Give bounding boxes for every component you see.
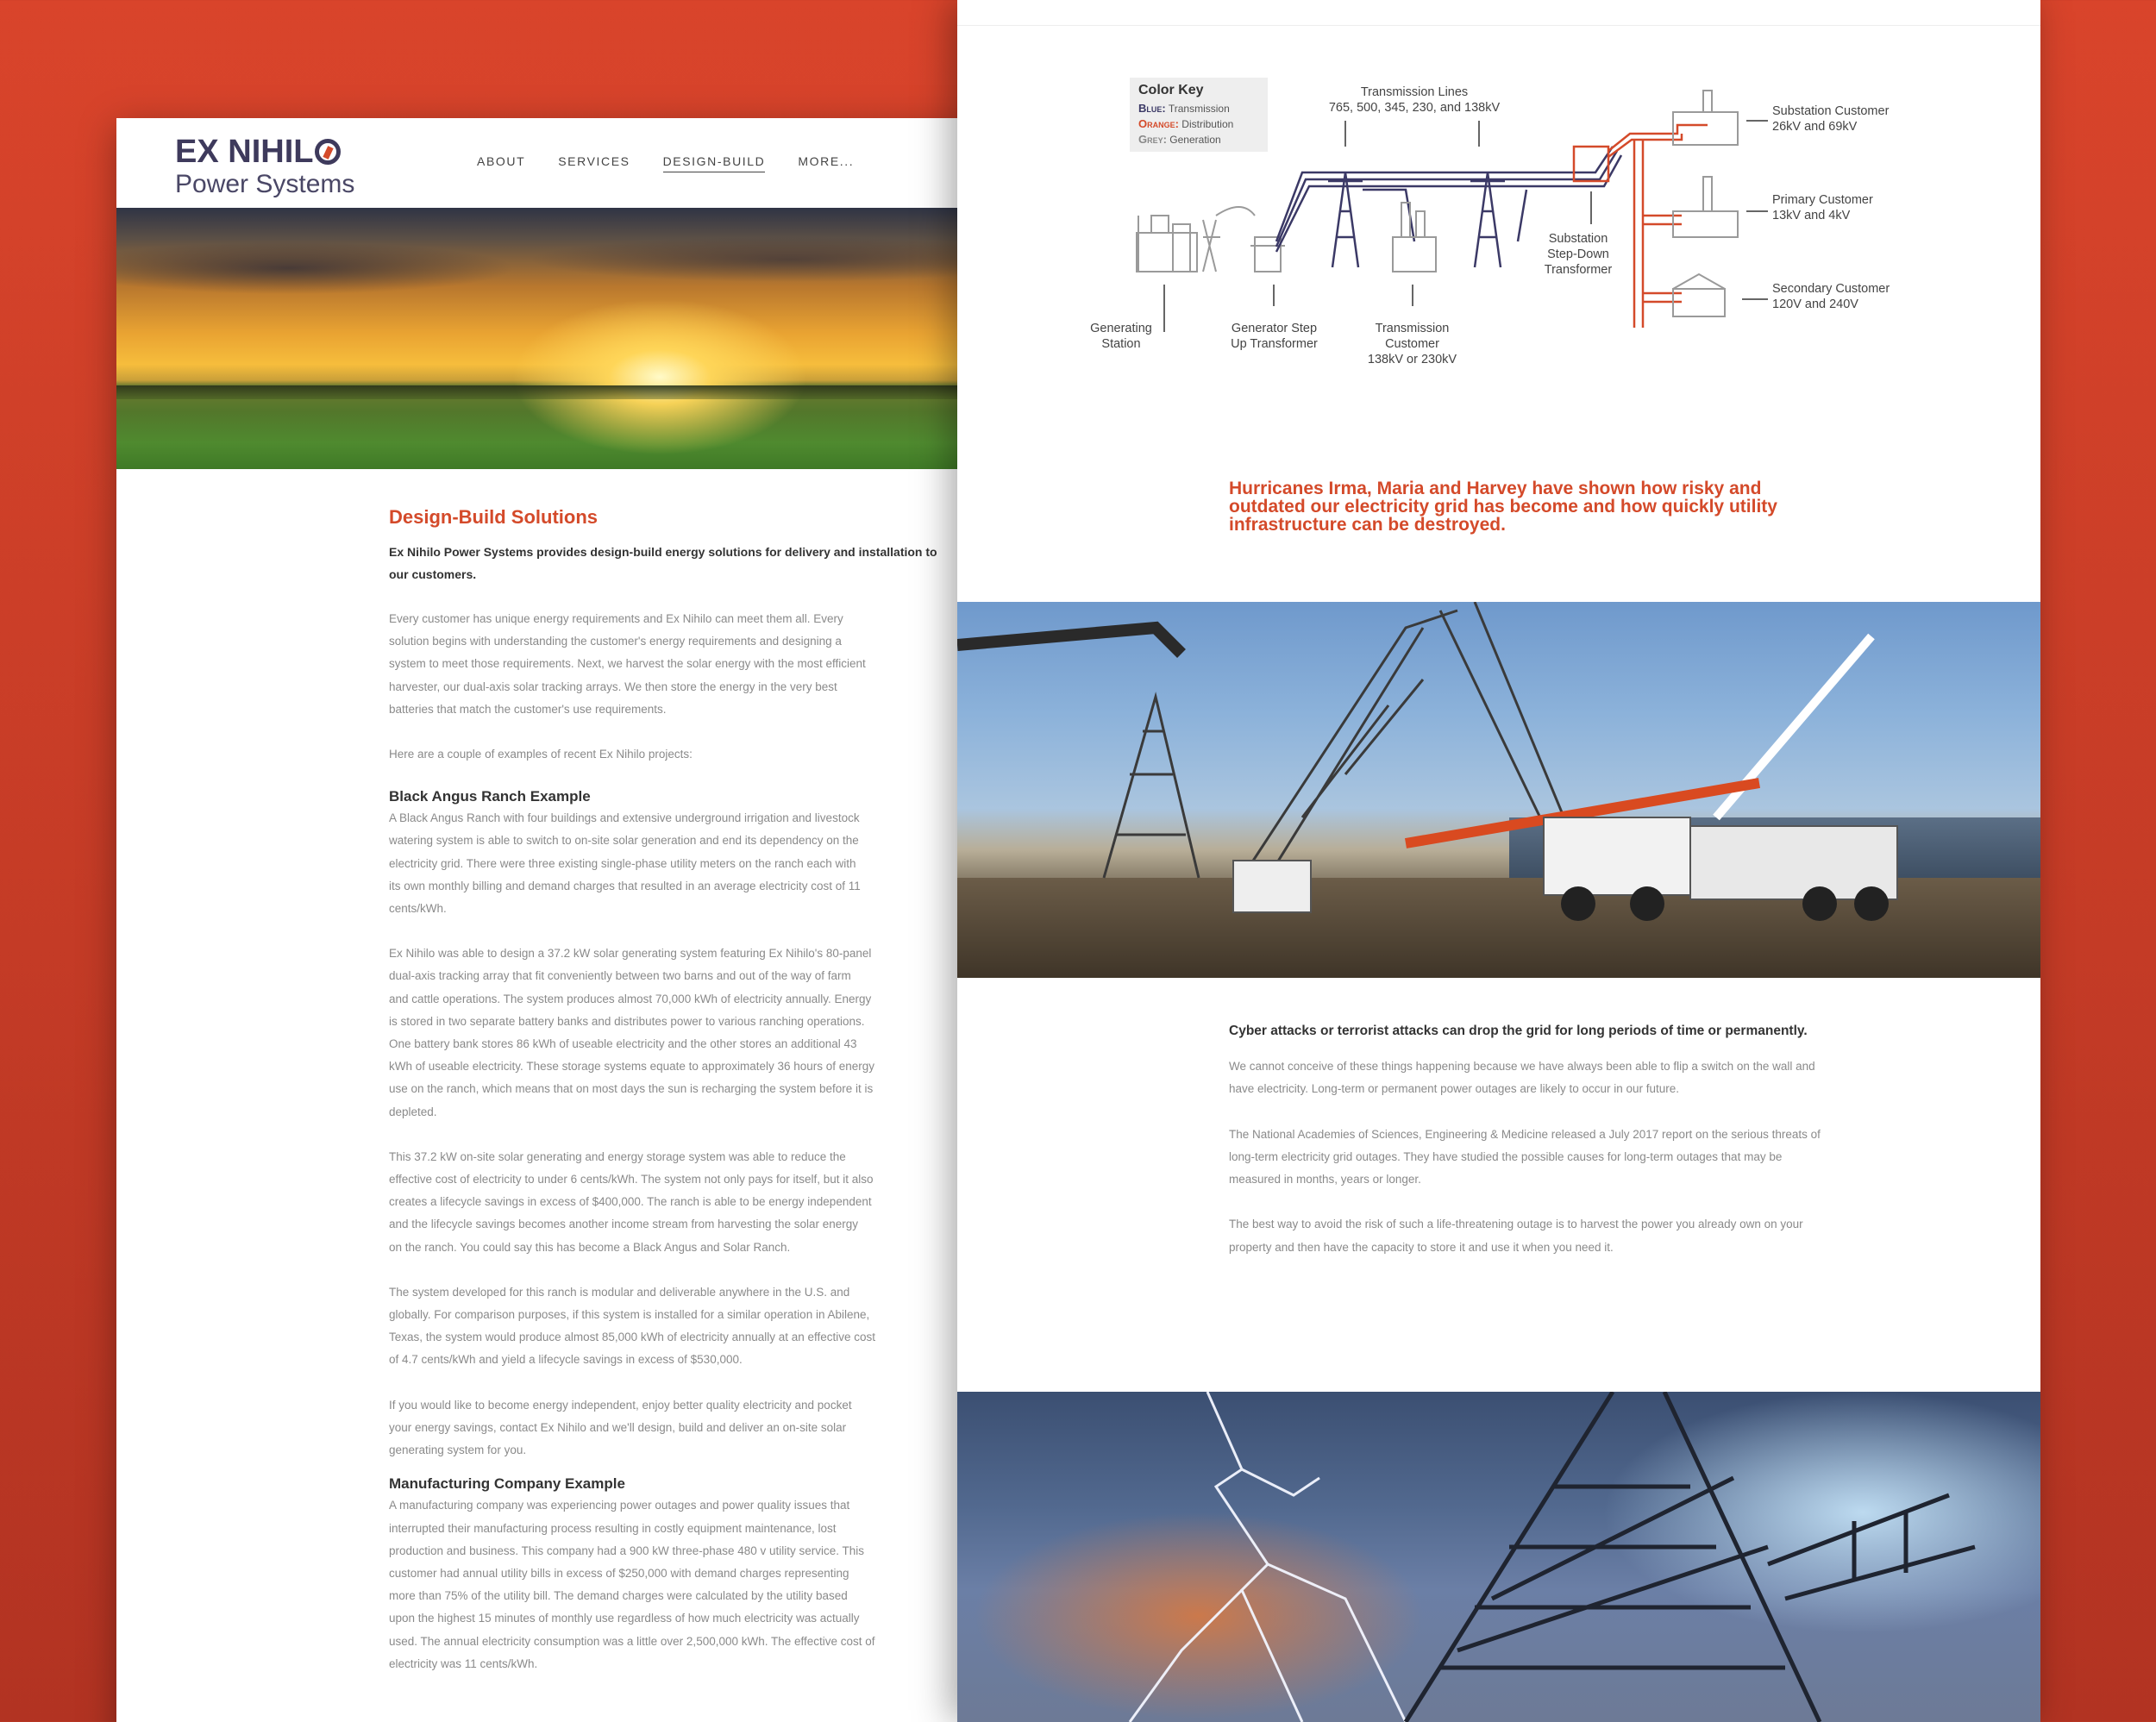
hurricane-callout: Hurricanes Irma, Maria and Harvey have shown how risky and outdated our electricity grid has become and how quickly utility infrastructure can be destroyed. [1229, 479, 1777, 535]
color-key-orange: Orange: Distribution [1138, 117, 1234, 130]
storm-illustration [957, 1392, 2040, 1722]
lead-paragraph: Ex Nihilo Power Systems provides design-build energy solutions for delivery and installation to our customers. [389, 545, 937, 581]
label-generator-transformer: Generator Step Up Transformer [1231, 322, 1318, 351]
storm-power-tower-photo [957, 1392, 2040, 1722]
generating-station-icon [1137, 207, 1255, 272]
label-transmission-customer: Transmission Customer 138kV or 230kV [1367, 322, 1457, 366]
ranch-example-title: Black Angus Ranch Example [389, 788, 591, 805]
nav-design-build[interactable]: DESIGN-BUILD [663, 154, 766, 172]
manufacturing-example-title: Manufacturing Company Example [389, 1475, 625, 1493]
distribution-lines-orange [1574, 125, 1708, 328]
cyber-attack-section [1229, 1021, 1824, 1281]
label-pointer-lines [1164, 121, 1768, 332]
crane-photo-illustration [957, 602, 2040, 978]
power-grid-diagram [957, 52, 2040, 397]
color-key-title: Color Key [1138, 83, 1204, 97]
main-content [389, 506, 979, 1698]
nav-services[interactable]: SERVICES [558, 154, 630, 168]
utility-crane-photo [957, 602, 2040, 978]
ranch-paragraph-5: If you would like to become energy independent, enjoy better quality electricity and pocket your energy savings, contact Ex Nihilo and we'll design, build and deliver an on-site solar generating system for you. [389, 1398, 852, 1457]
page-title: Design-Build Solutions [389, 506, 598, 528]
label-transmission-lines: Transmission Lines 765, 500, 345, 230, and 138kV [1328, 85, 1501, 115]
nav-about[interactable]: ABOUT [477, 154, 526, 168]
label-substation-customer: Substation Customer 26kV and 69kV [1772, 104, 1890, 134]
label-secondary-customer: Secondary Customer 120V and 240V [1772, 282, 1890, 311]
generator-transformer-icon [1250, 237, 1285, 272]
site-logo[interactable] [175, 135, 354, 199]
manufacturing-paragraph: A manufacturing company was experiencing power outages and power quality issues that interrupted their manufacturing process resulting in costly equipment maintenance, lost production and business. This company had a 900 kW three-phase 480 v utility service. This customer had annual utility bills in excess of $250,000 with demand charges representing more than 75% of the utility bill. The demand charges were calculated by the utility based upon the highest 15 minutes of monthly use regardless of how much electricity was actually used. The annual electricity consumption was a little over 2,500,000 kWh. The effective cost of electricity was 11 cents/kWh. [389, 1499, 875, 1670]
color-key-blue: Blue: Transmission [1138, 102, 1230, 115]
cyber-paragraph-2: The National Academies of Sciences, Engineering & Medicine released a July 2017 report on the serious threats of long-term electricity grid outages. They have studied the possible causes for long-term outages that may be measured in months, years or longer. [1229, 1127, 1821, 1187]
intro-paragraph: Every customer has unique energy requirements and Ex Nihilo can meet them all. Every solution begins with understanding the customer's energy requirements and designing a system to meet those requirements. Next, we harvest the solar energy with the most efficient harvester, our dual-axis solar tracking arrays. We then store the energy in the very best batteries that match the customer's use requirements. [389, 612, 866, 716]
design-build-page [116, 118, 979, 1722]
main-nav [477, 154, 854, 172]
label-primary-customer: Primary Customer 13kV and 4kV [1772, 193, 1873, 222]
ranch-paragraph-4: The system developed for this ranch is modular and deliverable anywhere in the U.S. and globally. For comparison purposes, if this system is installed for a similar operation in Abilene, Texas, the system would produce almost 85,000 kWh of electricity annually at an effective cost of 4.7 cents/kWh and yield a lifecycle savings in excess of $530,000. [389, 1285, 876, 1367]
site-header [116, 118, 979, 208]
cyber-attack-title: Cyber attacks or terrorist attacks can drop the grid for long periods of time or permanently. [1229, 1024, 1808, 1038]
cyber-paragraph-1: We cannot conceive of these things happening because we have always been able to flip a switch on the wall and have electricity. Long-term or permanent power outages are likely to occur in our future. [1229, 1060, 1815, 1096]
examples-intro: Here are a couple of examples of recent Ex Nihilo projects: [389, 748, 693, 761]
cyber-paragraph-3: The best way to avoid the risk of such a life-threatening outage is to harvest the power you already own on your property and then have the capacity to store it and use it when you need it. [1229, 1218, 1803, 1254]
label-substation-transformer: Substation Step-Down Transformer [1544, 232, 1613, 277]
ranch-paragraph-2: Ex Nihilo was able to design a 37.2 kW solar generating system featuring Ex Nihilo's 80-panel dual-axis tracking array that fit conveniently between two barns and out of the way of farm and cattle operations. The system produces almost 70,000 kWh of electricity annually. Energy is stored in two separate battery banks and distributes power to various ranching operations. One battery bank stores 86 kWh of useable electricity and the other stores an additional 43 kWh of useable electricity. These storage systems equate to approximately 36 hours of energy use on the ranch, which means that on most days the sun is recharging the system before it is depleted. [389, 947, 875, 1118]
label-generating-station: Generating Station [1090, 322, 1152, 351]
color-key-grey: Grey: Generation [1138, 133, 1221, 146]
logo-o-icon [315, 139, 341, 165]
logo-wordmark: EX NIHIL [175, 134, 314, 170]
nav-more[interactable]: MORE... [798, 154, 855, 168]
hero-sunset-image [116, 208, 979, 469]
grid-risk-page [957, 0, 2040, 1722]
ranch-paragraph-1: A Black Angus Ranch with four buildings and extensive underground irrigation and livestock watering system is able to switch to on-site solar generation and end its dependency on the electricity grid. There were three existing single-phase utility meters on the ranch each with its own monthly billing and demand charges that resulted in an average electricity cost of 11 cents/kWh. [389, 811, 861, 916]
transmission-customer-icon [1393, 203, 1436, 272]
ranch-paragraph-3: This 37.2 kW on-site solar generating and energy storage system was able to reduce the effective cost of electricity to under 6 cents/kWh. The system not only pays for itself, but it also creates a lifecycle savings in excess of $400,000. The ranch is able to be energy independent and the lifecycle savings becomes another income stream from harvesting the solar energy on the ranch. You could say this has become a Black Angus and Solar Ranch. [389, 1149, 874, 1254]
logo-subtitle: Power Systems [175, 170, 355, 198]
page-top-bar [957, 0, 2040, 26]
